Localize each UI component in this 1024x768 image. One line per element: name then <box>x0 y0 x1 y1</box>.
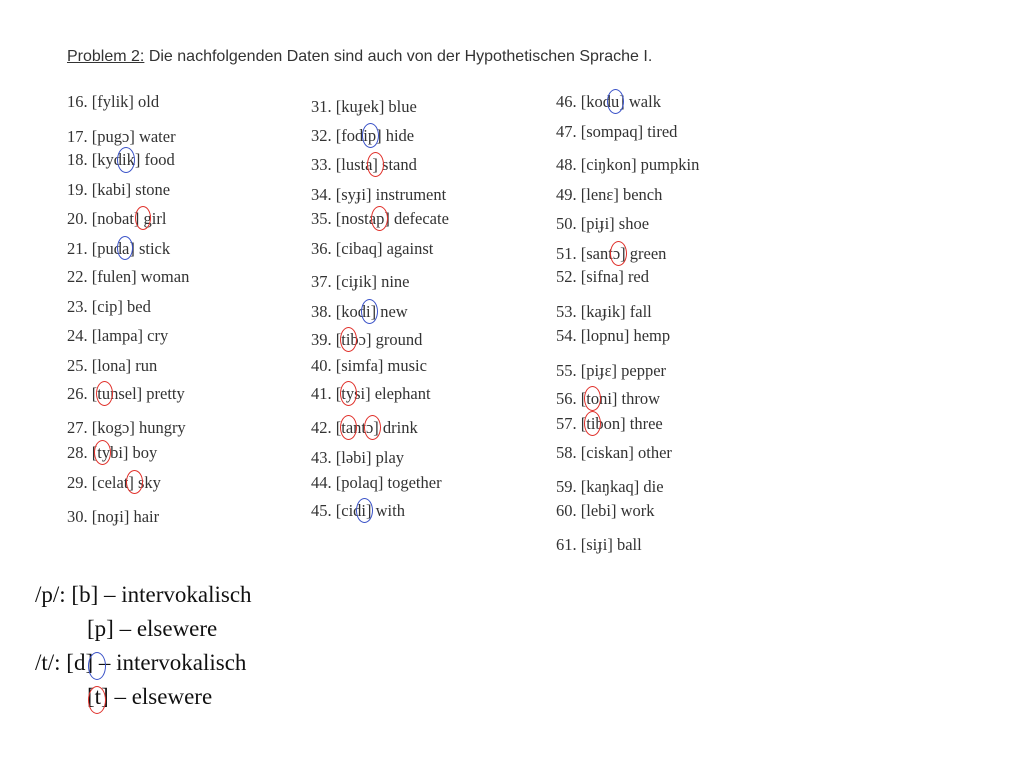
entry-50: 50. [piɟi] shoe <box>556 214 650 233</box>
entry-31: 31. [kuɟek] blue <box>311 97 417 116</box>
entry-40: 40. [simfa] music <box>311 356 427 375</box>
entry-20: 20. [nobat] girl <box>67 209 167 228</box>
entry-44: 44. [polaq] together <box>311 473 442 492</box>
entry-26: 26. [tunsel] pretty <box>67 384 185 403</box>
entry-33: 33. [lusta] stand <box>311 155 417 174</box>
entry-57: 57. [tibon] three <box>556 414 663 433</box>
entry-29: 29. [celat] sky <box>67 473 161 492</box>
entry-58: 58. [ciskan] other <box>556 443 672 462</box>
entry-37: 37. [ciɟik] nine <box>311 272 410 291</box>
entry-61: 61. [siɟi] ball <box>556 535 642 554</box>
entry-47: 47. [sompaq] tired <box>556 122 678 141</box>
entry-27: 27. [kogɔ] hungry <box>67 418 186 437</box>
problem-title <box>67 48 652 66</box>
entry-32: 32. [fodip] hide <box>311 126 415 145</box>
entry-22: 22. [fulen] woman <box>67 267 190 286</box>
entry-16: 16. [fylik] old <box>67 92 160 111</box>
entry-55: 55. [piɟɛ] pepper <box>556 361 667 380</box>
entry-28: 28. [tybi] boy <box>67 443 158 462</box>
entry-35: 35. [nostap] defecate <box>311 209 449 228</box>
entry-24: 24. [lampa] cry <box>67 326 169 345</box>
entry-36: 36. [cibaq] against <box>311 239 434 258</box>
entry-21: 21. [puda] stick <box>67 239 171 258</box>
entry-53: 53. [kaɟik] fall <box>556 302 652 321</box>
entry-49: 49. [lenɛ] bench <box>556 185 663 204</box>
entry-46: 46. [kodu] walk <box>556 92 661 111</box>
entry-25: 25. [lona] run <box>67 356 158 375</box>
rule-t-elsewhere: [t] – elsewere <box>87 684 213 709</box>
entry-56: 56. [toni] throw <box>556 389 661 408</box>
entry-19: 19. [kabi] stone <box>67 180 171 199</box>
entry-38: 38. [kodi] new <box>311 302 408 321</box>
rule-t-intervocalic: /t/: [d] – intervokalisch <box>35 650 247 675</box>
entry-43: 43. [ləbi] play <box>311 448 405 467</box>
entry-18: 18. [kydik] food <box>67 150 175 169</box>
entry-60: 60. [lebi] work <box>556 501 655 520</box>
entry-41: 41. [tysi] elephant <box>311 384 431 403</box>
entry-23: 23. [cip] bed <box>67 297 151 316</box>
entry-17: 17. [pugɔ] water <box>67 127 176 146</box>
entry-34: 34. [syɟi] instrument <box>311 185 447 204</box>
entry-51: 51. [santɔ] green <box>556 244 667 263</box>
entry-59: 59. [kaŋkaq] die <box>556 477 664 496</box>
rule-p-elsewhere: [p] – elsewere <box>87 616 218 641</box>
entry-42: 42. [tantɔ] drink <box>311 418 418 437</box>
entry-48: 48. [ciŋkon] pumpkin <box>556 155 700 174</box>
entry-54: 54. [lopnu] hemp <box>556 326 671 345</box>
problem-label: Problem 2: <box>67 48 145 65</box>
entry-45: 45. [cidi] with <box>311 501 405 520</box>
problem-description: Die nachfolgenden Daten sind auch von der Hypothetischen Sprache I. <box>144 48 653 65</box>
entry-39: 39. [tibɔ] ground <box>311 330 423 349</box>
entry-30: 30. [noɟi] hair <box>67 507 160 526</box>
entry-52: 52. [sifna] red <box>556 267 650 286</box>
rule-p-intervocalic: /p/: [b] – intervokalisch <box>35 582 252 607</box>
